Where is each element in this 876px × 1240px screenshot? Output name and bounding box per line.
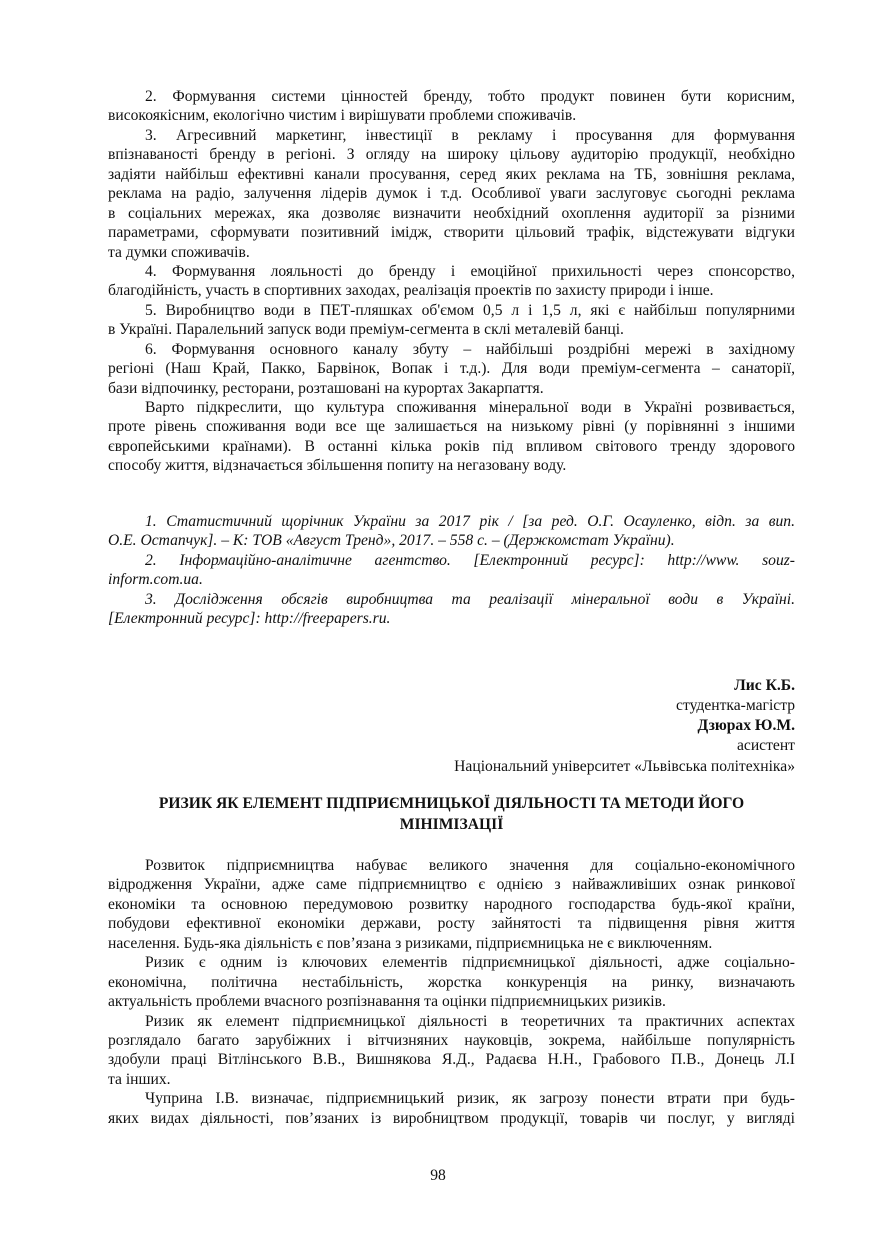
text-line: О.Е. Остапчук]. – К: ТОВ «Август Тренд», 2017. – 558 с. – (Держкомстат України). [108,532,675,550]
text-line: розглядало багато зарубіжних і вітчизняних науковців, зокрема, найбільше популярність [108,1031,795,1049]
text-line: 4. Формування лояльності до бренду і емоційної прихильності через спонсорство, [145,262,795,280]
text-line: та думки споживачів. [108,243,250,261]
text-line: 3. Агресивний маркетинг, інвестиції в рекламу і просування для формування [145,126,795,144]
text-line: Чуприна І.В. визначає, підприємницький ризик, як загрозу понести втрати при будь- [145,1090,795,1108]
paragraph [108,1089,795,1128]
text-line: проте рівень споживання води все ще залишається на низькому рівні (у порівнянні з іншими [108,418,795,436]
text-line: економічна, політична нестабільність, жорстка конкуренція на ринку, визначають [108,973,795,991]
author-role: студентка-магістр [676,697,795,714]
text-line: в Україні. Паралельний запуск води преміум-сегмента в склі металевій банці. [108,321,624,339]
body-text-bottom [108,856,795,1128]
text-line: в соціальних мережах, яка дозволяє визначити необхідний охоплення аудиторії за різними [108,204,795,222]
text-line: 3. Дослідження обсягів виробництва та реалізації мінеральної води в Україні. [145,590,795,608]
text-line: Варто підкреслити, що культура споживання мінеральної води в Україні розвивається, [145,399,795,416]
text-line: реклама на радіо, залучення лідерів думок і т.д. Особливої уваги заслуговує сьогодні реклама [108,185,795,203]
references-list [108,512,795,629]
text-line: здобули праці Вітлінського В.В., Вишнякова Я.Д., Радаєва Н.Н., Грабового П.В., Донець Л.І [108,1051,795,1069]
text-line: регіоні (Наш Край, Пакко, Барвінок, Вопак і т.д.). Для води преміум-сегмента – санаторії, [108,360,795,378]
text-line: параметрами, сформувати позитивний імідж, створити цільовий трафік, відстежувати відгуки [108,224,795,242]
text-line: економіки та основною передумовою розвитку народного господарства будь-якої країни, [108,895,795,913]
text-line: задіяти найбільш ефективні канали просування, серед яких реклама на ТБ, зовнішня реклама, [108,165,795,183]
paragraph [108,398,795,476]
text-line: 2. Формування системи цінностей бренду, тобто продукт повинен бути корисним, [145,88,795,105]
title-line: РИЗИК ЯК ЕЛЕМЕНТ ПІДПРИЄМНИЦЬКОЇ ДІЯЛЬНОСТІ ТА МЕТОДИ ЙОГО [158,795,745,812]
text-line: Ризик як елемент підприємницької діяльності в теоретичних та практичних аспектах [145,1012,795,1030]
paragraph [108,512,795,551]
paragraph [108,301,795,340]
article-title [108,793,795,835]
text-line: 1. Статистичний щорічник України за 2017 рік / [за ред. О.Г. Осауленко, відп. за вип. [145,513,795,530]
text-line: європейськими країнами). В останні кілька років під впливом світового тренду здорового [108,437,795,455]
text-line: [Електронний ресурс]: http://freepapers.ru. [108,610,391,628]
author-name: Дзюрах Ю.М. [697,717,795,734]
paragraph [108,340,795,398]
text-line: inform.com.ua. [108,571,203,589]
text-line: високоякісним, екологічно чистим і вирішувати проблеми споживачів. [108,107,577,125]
paragraph [108,590,795,629]
text-line: Ризик є одним із ключових елементів підприємницької діяльності, адже соціально- [145,954,795,972]
text-line: та інших. [108,1070,171,1088]
text-line: актуальність проблеми вчасного розпізнавання та оцінки підприємницьких ризиків. [108,993,666,1011]
paragraph [108,126,795,262]
text-line: відродження України, адже саме підприємництво є однією з найважливіших ознак ринкової [108,876,795,894]
text-line: способу життя, відзначається збільшення попиту на негазовану воду. [108,457,567,475]
text-line: благодійність, участь в спортивних заходах, реалізація проектів по захисту природи і інше. [108,282,714,300]
paragraph [108,856,795,953]
author-block [454,676,795,777]
text-line: населення. Будь-яка діяльність є пов’язана з ризиками, підприємницька не є виключенням. [108,934,713,952]
page-number: 98 [430,1167,446,1184]
paragraph [108,1012,795,1090]
text-line: яких видах діяльності, пов’язаних із виробництвом продукції, товарів чи послуг, у вигляді [108,1109,795,1127]
text-line: бази відпочинку, ресторани, розташовані на курортах Закарпаття. [108,379,544,397]
text-line: побудови ефективної економіки держави, росту зайнятості та підвищення рівня життя [108,915,795,933]
body-text-top [108,87,795,476]
text-line: 2. Інформаційно-аналітичне агентство. [Електронний ресурс]: http://www. souz- [145,551,795,569]
author-role: асистент [736,737,795,754]
text-line: Розвиток підприємництва набуває великого значення для соціально-економічного [145,857,795,874]
paragraph [108,953,795,1011]
author-name: Лис К.Б. [734,677,795,694]
title-line: МІНІМІЗАЦІЇ [399,816,504,833]
paragraph [108,551,795,590]
text-line: впізнаваності бренду в регіоні. З огляду на широку цільову аудиторію продукції, необхідно [108,146,795,164]
text-line: 5. Виробництво води в ПЕТ-пляшках об'ємом 0,5 л і 1,5 л, які є найбільш популярними [145,301,795,319]
text-line: 6. Формування основного каналу збуту – найбільші роздрібні мережі в західному [145,340,795,358]
paragraph [108,87,795,126]
paragraph [108,262,795,301]
author-affiliation: Національний університет «Львівська політехніка» [454,758,795,775]
